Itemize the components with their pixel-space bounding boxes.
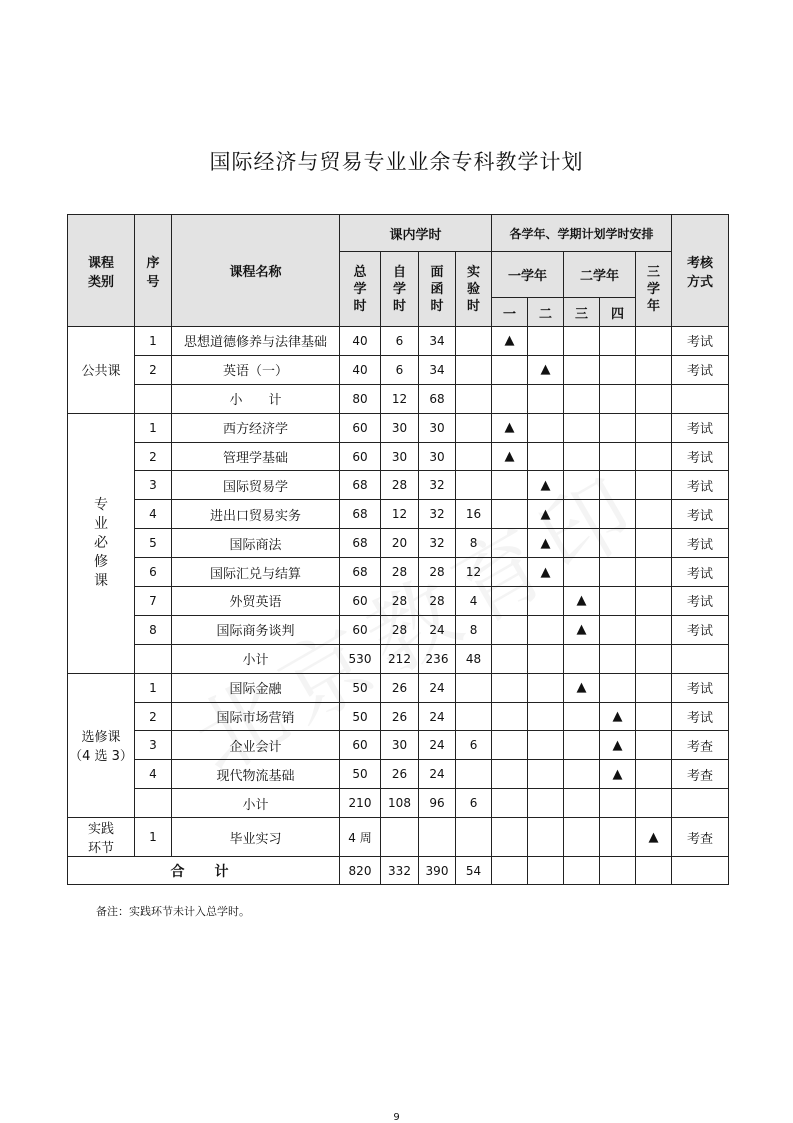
header-self-study: 自 学 时: [381, 252, 419, 327]
term-cell-3: [564, 731, 600, 760]
triangle-marker-icon: ▲: [540, 506, 551, 522]
header-seq: 序 号: [135, 215, 172, 327]
experiment-cell: [456, 327, 492, 356]
self-study-cell: 108: [381, 789, 419, 818]
term-cell-3: [564, 673, 600, 702]
term-cell-2: [528, 587, 564, 616]
seq-cell: [135, 789, 172, 818]
table-row: [68, 327, 729, 356]
seq-cell: 7: [135, 587, 172, 616]
term-cell-3: [564, 471, 600, 500]
term-cell-5: [636, 731, 672, 760]
face-to-face-cell: 30: [419, 413, 456, 442]
assessment-cell: 考试: [672, 442, 729, 471]
term-cell-4: [600, 644, 636, 673]
self-study-cell: 212: [381, 644, 419, 673]
total-hours-cell: 68: [340, 471, 381, 500]
self-study-cell: 12: [381, 500, 419, 529]
seq-cell: 4: [135, 760, 172, 789]
triangle-marker-icon: ▲: [648, 829, 659, 845]
total-hours-cell: 40: [340, 327, 381, 356]
subtotal-row: [68, 384, 729, 413]
term-cell-4: [600, 327, 636, 356]
face-to-face-cell: 24: [419, 760, 456, 789]
self-study-cell: 30: [381, 731, 419, 760]
subtotal-row: [68, 789, 729, 818]
header-schedule-group: 各学年、学期计划学时安排: [492, 215, 672, 252]
seq-cell: 1: [135, 818, 172, 857]
category-cell: [68, 327, 135, 414]
term-cell-1: [492, 673, 528, 702]
term-cell-2: [528, 615, 564, 644]
assessment-cell: 考试: [672, 702, 729, 731]
course-name-cell: 小计: [172, 644, 340, 673]
term-cell-1: [492, 384, 528, 413]
term-cell-5: [636, 442, 672, 471]
term-cell-3: [564, 702, 600, 731]
assessment-cell: 考试: [672, 558, 729, 587]
face-to-face-cell: 32: [419, 500, 456, 529]
term-cell-2: [528, 673, 564, 702]
term-cell-4: [600, 818, 636, 857]
experiment-cell: 6: [456, 731, 492, 760]
table-row: [68, 615, 729, 644]
header-year3: 三 学 年: [636, 252, 672, 327]
header-term-2: 二: [528, 298, 564, 327]
self-study-cell: 26: [381, 760, 419, 789]
grand-empty-cell: [564, 857, 600, 885]
header-course-name: 课程名称: [172, 215, 340, 327]
assessment-cell: [672, 789, 729, 818]
category-label: 选修课 （4 选 3）: [69, 730, 133, 765]
term-cell-5: [636, 789, 672, 818]
seq-cell: 5: [135, 529, 172, 558]
header-term-1: 一: [492, 298, 528, 327]
seq-cell: 2: [135, 442, 172, 471]
face-to-face-cell: 30: [419, 442, 456, 471]
term-cell-4: [600, 789, 636, 818]
grand-total-label: 合 计: [68, 857, 340, 885]
course-name-cell: 企业会计: [172, 731, 340, 760]
term-cell-1: [492, 615, 528, 644]
face-to-face-cell: 32: [419, 471, 456, 500]
term-cell-1: [492, 529, 528, 558]
face-to-face-cell: 24: [419, 673, 456, 702]
self-study-cell: 26: [381, 673, 419, 702]
total-hours-cell: 68: [340, 529, 381, 558]
course-name-cell: 国际商务谈判: [172, 615, 340, 644]
experiment-cell: 16: [456, 500, 492, 529]
term-cell-1: [492, 818, 528, 857]
term-cell-5: [636, 702, 672, 731]
category-cell: [68, 413, 135, 673]
self-study-cell: 28: [381, 471, 419, 500]
term-cell-2: [528, 384, 564, 413]
experiment-cell: [456, 442, 492, 471]
total-hours-cell: 60: [340, 615, 381, 644]
face-to-face-cell: 28: [419, 587, 456, 616]
total-hours-cell: 210: [340, 789, 381, 818]
term-cell-4: [600, 558, 636, 587]
term-cell-3: [564, 587, 600, 616]
term-cell-5: [636, 413, 672, 442]
face-to-face-cell: 24: [419, 731, 456, 760]
term-cell-3: [564, 442, 600, 471]
term-cell-1: [492, 789, 528, 818]
subtotal-row: [68, 644, 729, 673]
term-cell-2: [528, 818, 564, 857]
term-cell-5: [636, 587, 672, 616]
page-number: 9: [393, 1112, 400, 1123]
experiment-cell: 12: [456, 558, 492, 587]
triangle-marker-icon: ▲: [540, 362, 551, 378]
assessment-cell: [672, 384, 729, 413]
category-cell: [68, 818, 135, 857]
seq-cell: 2: [135, 355, 172, 384]
term-cell-5: [636, 384, 672, 413]
total-hours-cell: 50: [340, 702, 381, 731]
term-cell-4: [600, 442, 636, 471]
category-label: 公共课: [81, 364, 121, 380]
assessment-cell: 考试: [672, 529, 729, 558]
total-hours-cell: 68: [340, 500, 381, 529]
term-cell-2: [528, 355, 564, 384]
face-to-face-cell: 24: [419, 702, 456, 731]
triangle-marker-icon: ▲: [612, 766, 623, 782]
assessment-cell: 考查: [672, 731, 729, 760]
term-cell-3: [564, 760, 600, 789]
face-to-face-cell: 34: [419, 327, 456, 356]
course-name-cell: 小计: [172, 789, 340, 818]
experiment-cell: [456, 760, 492, 789]
experiment-cell: 8: [456, 615, 492, 644]
triangle-marker-icon: ▲: [612, 709, 623, 725]
assessment-cell: 考试: [672, 673, 729, 702]
total-hours-cell: 60: [340, 731, 381, 760]
term-cell-4: [600, 384, 636, 413]
seq-cell: [135, 384, 172, 413]
term-cell-2: [528, 760, 564, 789]
assessment-cell: [672, 644, 729, 673]
term-cell-4: [600, 731, 636, 760]
course-name-cell: 思想道德修养与法律基础: [172, 327, 340, 356]
table-row: [68, 442, 729, 471]
grand-face-to-face: 390: [419, 857, 456, 885]
face-to-face-cell: [419, 818, 456, 857]
course-name-cell: 国际贸易学: [172, 471, 340, 500]
table-row: [68, 673, 729, 702]
course-name-cell: 国际汇兑与结算: [172, 558, 340, 587]
seq-cell: 1: [135, 673, 172, 702]
course-name-cell: 西方经济学: [172, 413, 340, 442]
triangle-marker-icon: ▲: [576, 622, 587, 638]
assessment-cell: 考查: [672, 760, 729, 789]
term-cell-3: [564, 384, 600, 413]
face-to-face-cell: 28: [419, 558, 456, 587]
term-cell-1: [492, 327, 528, 356]
self-study-cell: 28: [381, 587, 419, 616]
term-cell-1: [492, 500, 528, 529]
term-cell-1: [492, 558, 528, 587]
term-cell-2: [528, 471, 564, 500]
term-cell-5: [636, 471, 672, 500]
term-cell-3: [564, 355, 600, 384]
header-face-to-face: 面 函 时: [419, 252, 456, 327]
grand-empty-cell: [600, 857, 636, 885]
total-hours-cell: 80: [340, 384, 381, 413]
assessment-cell: 考试: [672, 471, 729, 500]
header-row-1: [68, 215, 729, 252]
table-row: [68, 500, 729, 529]
triangle-marker-icon: ▲: [612, 737, 623, 753]
total-hours-cell: 40: [340, 355, 381, 384]
seq-cell: 1: [135, 413, 172, 442]
term-cell-2: [528, 500, 564, 529]
triangle-marker-icon: ▲: [540, 535, 551, 551]
header-term-3: 三: [564, 298, 600, 327]
experiment-cell: 48: [456, 644, 492, 673]
term-cell-2: [528, 529, 564, 558]
term-cell-1: [492, 644, 528, 673]
table-row: [68, 355, 729, 384]
term-cell-5: [636, 558, 672, 587]
triangle-marker-icon: ▲: [504, 449, 515, 464]
course-name-cell: 管理学基础: [172, 442, 340, 471]
triangle-marker-icon: ▲: [540, 477, 551, 493]
face-to-face-cell: 24: [419, 615, 456, 644]
term-cell-1: [492, 355, 528, 384]
table-row: [68, 529, 729, 558]
seq-cell: 1: [135, 327, 172, 356]
face-to-face-cell: 236: [419, 644, 456, 673]
face-to-face-cell: 34: [419, 355, 456, 384]
category-label: 专 业 必 修 课: [94, 496, 108, 589]
course-name-cell: 进出口贸易实务: [172, 500, 340, 529]
grand-empty-cell: [672, 857, 729, 885]
term-cell-2: [528, 702, 564, 731]
total-hours-cell: 50: [340, 673, 381, 702]
self-study-cell: 28: [381, 558, 419, 587]
face-to-face-cell: 32: [419, 529, 456, 558]
term-cell-1: [492, 702, 528, 731]
experiment-cell: [456, 413, 492, 442]
term-cell-4: [600, 673, 636, 702]
term-cell-5: [636, 529, 672, 558]
course-name-cell: 国际商法: [172, 529, 340, 558]
seq-cell: 2: [135, 702, 172, 731]
term-cell-1: [492, 471, 528, 500]
course-name-cell: 现代物流基础: [172, 760, 340, 789]
term-cell-2: [528, 789, 564, 818]
assessment-cell: 考试: [672, 587, 729, 616]
self-study-cell: [381, 818, 419, 857]
self-study-cell: 30: [381, 413, 419, 442]
course-name-cell: 外贸英语: [172, 587, 340, 616]
total-hours-cell: 60: [340, 442, 381, 471]
assessment-cell: 考试: [672, 355, 729, 384]
seq-cell: 3: [135, 471, 172, 500]
seq-cell: 8: [135, 615, 172, 644]
triangle-marker-icon: ▲: [504, 420, 515, 436]
course-name-cell: 国际市场营销: [172, 702, 340, 731]
table-row: [68, 760, 729, 789]
table-row: [68, 702, 729, 731]
page-title: 国际经济与贸易专业业余专科教学计划: [209, 150, 584, 174]
header-assessment: 考核 方式: [672, 215, 729, 327]
term-cell-5: [636, 760, 672, 789]
term-cell-3: [564, 615, 600, 644]
total-hours-cell: 60: [340, 587, 381, 616]
face-to-face-cell: 96: [419, 789, 456, 818]
experiment-cell: [456, 673, 492, 702]
term-cell-4: [600, 702, 636, 731]
course-name-cell: 毕业实习: [172, 818, 340, 857]
term-cell-5: [636, 327, 672, 356]
term-cell-4: [600, 471, 636, 500]
footnote: 备注：实践环节未计入总学时。: [96, 905, 250, 918]
term-cell-5: [636, 355, 672, 384]
assessment-cell: 考试: [672, 615, 729, 644]
term-cell-4: [600, 355, 636, 384]
table-row: [68, 818, 729, 857]
table-row: [68, 471, 729, 500]
term-cell-3: [564, 327, 600, 356]
grand-total-row: [68, 857, 729, 885]
self-study-cell: 20: [381, 529, 419, 558]
self-study-cell: 30: [381, 442, 419, 471]
term-cell-5: [636, 673, 672, 702]
assessment-cell: 考试: [672, 500, 729, 529]
grand-experiment: 54: [456, 857, 492, 885]
total-hours-cell: 68: [340, 558, 381, 587]
header-total-hours: 总 学 时: [340, 252, 381, 327]
category-cell: [68, 673, 135, 817]
header-year1: 一学年: [492, 252, 564, 298]
term-cell-4: [600, 615, 636, 644]
grand-empty-cell: [636, 857, 672, 885]
term-cell-3: [564, 789, 600, 818]
term-cell-3: [564, 413, 600, 442]
table-row: [68, 731, 729, 760]
total-hours-cell: 50: [340, 760, 381, 789]
experiment-cell: 4: [456, 587, 492, 616]
assessment-cell: 考试: [672, 327, 729, 356]
self-study-cell: 6: [381, 327, 419, 356]
triangle-marker-icon: ▲: [576, 680, 587, 696]
triangle-marker-icon: ▲: [576, 593, 587, 609]
term-cell-4: [600, 529, 636, 558]
course-name-cell: 英语（一）: [172, 355, 340, 384]
experiment-cell: [456, 355, 492, 384]
course-name-cell: 国际金融: [172, 673, 340, 702]
term-cell-4: [600, 500, 636, 529]
grand-empty-cell: [528, 857, 564, 885]
term-cell-4: [600, 413, 636, 442]
term-cell-2: [528, 413, 564, 442]
self-study-cell: 6: [381, 355, 419, 384]
term-cell-1: [492, 413, 528, 442]
term-cell-2: [528, 442, 564, 471]
term-cell-5: [636, 818, 672, 857]
term-cell-2: [528, 327, 564, 356]
face-to-face-cell: 68: [419, 384, 456, 413]
experiment-cell: [456, 818, 492, 857]
term-cell-2: [528, 731, 564, 760]
term-cell-3: [564, 644, 600, 673]
table-row: [68, 413, 729, 442]
teaching-plan-table: [67, 214, 729, 885]
term-cell-1: [492, 587, 528, 616]
experiment-cell: 6: [456, 789, 492, 818]
term-cell-3: [564, 558, 600, 587]
seq-cell: 4: [135, 500, 172, 529]
triangle-marker-icon: ▲: [540, 564, 551, 580]
term-cell-4: [600, 587, 636, 616]
triangle-marker-icon: ▲: [504, 333, 515, 349]
term-cell-2: [528, 558, 564, 587]
term-cell-1: [492, 442, 528, 471]
term-cell-3: [564, 529, 600, 558]
assessment-cell: 考试: [672, 413, 729, 442]
term-cell-1: [492, 731, 528, 760]
grand-empty-cell: [492, 857, 528, 885]
header-year2: 二学年: [564, 252, 636, 298]
course-name-cell: 小 计: [172, 384, 340, 413]
grand-self-study: 332: [381, 857, 419, 885]
term-cell-2: [528, 644, 564, 673]
seq-cell: [135, 644, 172, 673]
self-study-cell: 12: [381, 384, 419, 413]
experiment-cell: [456, 384, 492, 413]
experiment-cell: [456, 471, 492, 500]
category-label: 实践 环节: [87, 822, 114, 857]
header-term-4: 四: [600, 298, 636, 327]
grand-total-hours: 820: [340, 857, 381, 885]
header-experiment: 实 验 时: [456, 252, 492, 327]
header-hours-group: 课内学时: [340, 215, 492, 252]
table-row: [68, 587, 729, 616]
assessment-cell: 考查: [672, 818, 729, 857]
header-category: 课程 类别: [68, 215, 135, 327]
total-hours-cell: 530: [340, 644, 381, 673]
term-cell-3: [564, 500, 600, 529]
experiment-cell: 8: [456, 529, 492, 558]
self-study-cell: 28: [381, 615, 419, 644]
self-study-cell: 26: [381, 702, 419, 731]
table-row: [68, 558, 729, 587]
term-cell-5: [636, 500, 672, 529]
term-cell-1: [492, 760, 528, 789]
total-hours-cell: 60: [340, 413, 381, 442]
total-hours-cell: 4 周: [340, 818, 381, 857]
term-cell-3: [564, 818, 600, 857]
seq-cell: 6: [135, 558, 172, 587]
term-cell-4: [600, 760, 636, 789]
experiment-cell: [456, 702, 492, 731]
seq-cell: 3: [135, 731, 172, 760]
term-cell-5: [636, 615, 672, 644]
term-cell-5: [636, 644, 672, 673]
